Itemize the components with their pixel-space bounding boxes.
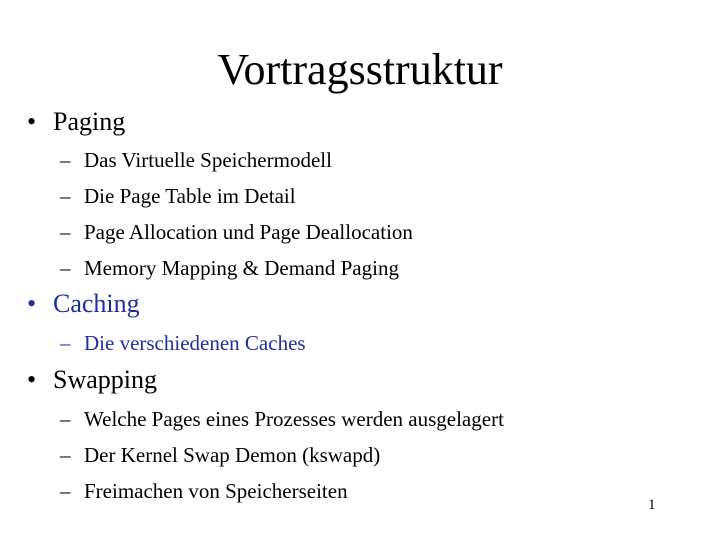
bullet-paging: [27, 106, 125, 138]
sub-item-free-pages: [60, 477, 348, 505]
sub-item-page-allocation: [60, 218, 413, 246]
sub-item-label: Page Allocation und Page Deallocation: [84, 220, 413, 244]
bullet-swapping: [27, 364, 157, 396]
sub-item-label: Freimachen von Speicherseiten: [84, 479, 348, 503]
dash-icon: –: [60, 331, 71, 355]
sub-item-caches: [60, 329, 306, 357]
bullet-icon: •: [27, 289, 37, 318]
sub-item-memory-mapping: [60, 254, 399, 282]
bullet-label: Swapping: [53, 365, 157, 394]
sub-item-label: Der Kernel Swap Demon (kswapd): [84, 443, 381, 467]
dash-icon: –: [60, 479, 71, 503]
bullet-caching: [27, 288, 140, 320]
dash-icon: –: [60, 220, 71, 244]
sub-item-virtual-memory-model: [60, 146, 332, 174]
sub-item-swapped-pages: [60, 405, 504, 433]
sub-item-label: Die Page Table im Detail: [84, 184, 296, 208]
dash-icon: –: [60, 407, 71, 431]
dash-icon: –: [60, 184, 71, 208]
slide-title: Vortragsstruktur: [217, 45, 503, 94]
dash-icon: –: [60, 443, 71, 467]
sub-item-kswapd: [60, 441, 380, 469]
sub-item-page-table: [60, 182, 296, 210]
bullet-label: Paging: [53, 107, 126, 136]
dash-icon: –: [60, 256, 71, 280]
page-number: 1: [648, 497, 656, 513]
bullet-icon: •: [27, 107, 37, 136]
sub-item-label: Welche Pages eines Prozesses werden ausgelagert: [84, 407, 504, 431]
sub-item-label: Memory Mapping & Demand Paging: [84, 256, 399, 280]
bullet-label: Caching: [53, 289, 140, 318]
dash-icon: –: [60, 148, 71, 172]
sub-item-label: Das Virtuelle Speichermodell: [84, 148, 332, 172]
sub-item-label: Die verschiedenen Caches: [84, 331, 306, 355]
bullet-icon: •: [27, 365, 37, 394]
